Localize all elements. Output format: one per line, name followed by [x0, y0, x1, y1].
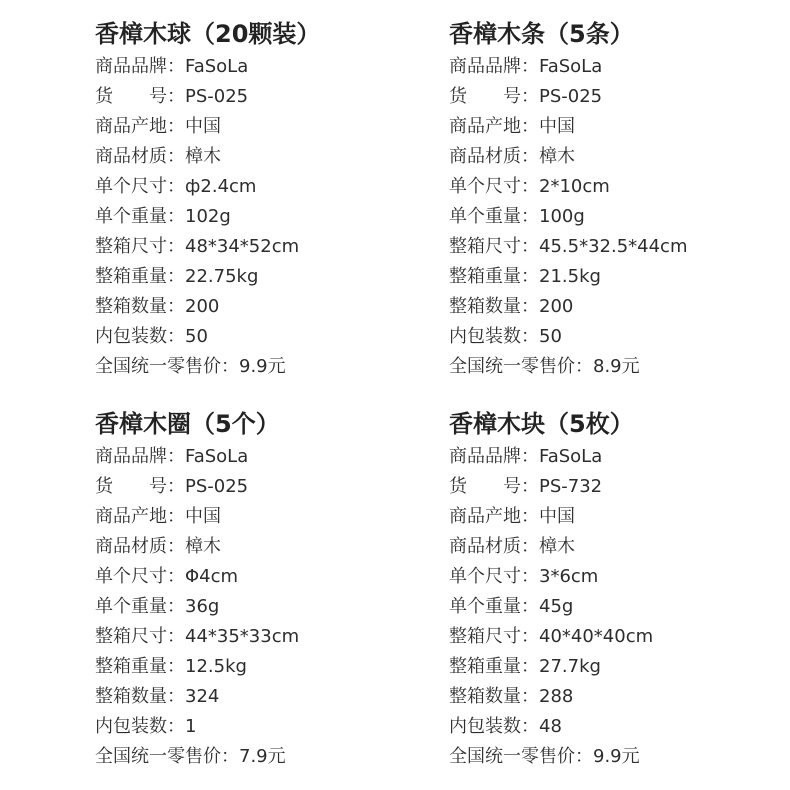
spec-carton-weight: 整箱重量：27.7kg	[449, 656, 601, 677]
spec-carton-quantity: 整箱数量：200	[95, 296, 220, 317]
spec-unit-weight: 单个重量：102g	[95, 206, 231, 227]
spec-brand: 商品品牌：FaSoLa	[95, 56, 249, 77]
product-title: 香樟木圈（5个）	[95, 410, 280, 438]
spec-carton-size: 整箱尺寸：40*40*40cm	[449, 626, 654, 647]
product-title: 香樟木条（5条）	[449, 20, 634, 48]
product-card-camphor-rings	[95, 406, 435, 772]
spec-unit-size: 单个尺寸：3*6cm	[449, 566, 599, 587]
spec-carton-quantity: 整箱数量：288	[449, 686, 574, 707]
spec-carton-quantity: 整箱数量：200	[449, 296, 574, 317]
spec-item-number: 货 号：PS-025	[449, 86, 603, 107]
spec-unit-size: 单个尺寸：Φ4cm	[95, 566, 239, 587]
spec-material: 商品材质：樟木	[449, 536, 575, 557]
spec-material: 商品材质：樟木	[95, 536, 221, 557]
product-title: 香樟木块（5枚）	[449, 410, 634, 438]
product-card-camphor-blocks	[449, 406, 789, 772]
spec-brand: 商品品牌：FaSoLa	[449, 56, 603, 77]
spec-origin: 商品产地：中国	[449, 116, 575, 137]
spec-carton-size: 整箱尺寸：45.5*32.5*44cm	[449, 236, 688, 257]
product-card-camphor-balls	[95, 16, 435, 382]
spec-origin: 商品产地：中国	[95, 116, 221, 137]
spec-inner-pack: 内包装数：1	[95, 716, 197, 737]
spec-unit-weight: 单个重量：45g	[449, 596, 574, 617]
spec-item-number: 货 号：PS-025	[95, 476, 249, 497]
spec-inner-pack: 内包装数：48	[449, 716, 562, 737]
product-title: 香樟木球（20颗装）	[95, 20, 321, 48]
spec-carton-weight: 整箱重量：22.75kg	[95, 266, 259, 287]
spec-origin: 商品产地：中国	[449, 506, 575, 527]
spec-carton-quantity: 整箱数量：324	[95, 686, 220, 707]
spec-unit-size: 单个尺寸：ф2.4cm	[95, 176, 257, 197]
spec-material: 商品材质：樟木	[95, 146, 221, 167]
spec-carton-size: 整箱尺寸：48*34*52cm	[95, 236, 300, 257]
spec-carton-weight: 整箱重量：12.5kg	[95, 656, 247, 677]
spec-unit-weight: 单个重量：100g	[449, 206, 585, 227]
spec-carton-size: 整箱尺寸：44*35*33cm	[95, 626, 300, 647]
spec-inner-pack: 内包装数：50	[449, 326, 562, 347]
product-card-camphor-strips	[449, 16, 789, 382]
spec-unit-size: 单个尺寸：2*10cm	[449, 176, 610, 197]
spec-retail-price: 全国统一零售价：7.9元	[95, 746, 286, 767]
spec-item-number: 货 号：PS-025	[95, 86, 249, 107]
spec-brand: 商品品牌：FaSoLa	[449, 446, 603, 467]
spec-carton-weight: 整箱重量：21.5kg	[449, 266, 601, 287]
spec-retail-price: 全国统一零售价：9.9元	[95, 356, 286, 377]
spec-retail-price: 全国统一零售价：9.9元	[449, 746, 640, 767]
spec-item-number: 货 号：PS-732	[449, 476, 603, 497]
spec-inner-pack: 内包装数：50	[95, 326, 208, 347]
spec-origin: 商品产地：中国	[95, 506, 221, 527]
spec-unit-weight: 单个重量：36g	[95, 596, 220, 617]
spec-material: 商品材质：樟木	[449, 146, 575, 167]
spec-brand: 商品品牌：FaSoLa	[95, 446, 249, 467]
spec-retail-price: 全国统一零售价：8.9元	[449, 356, 640, 377]
